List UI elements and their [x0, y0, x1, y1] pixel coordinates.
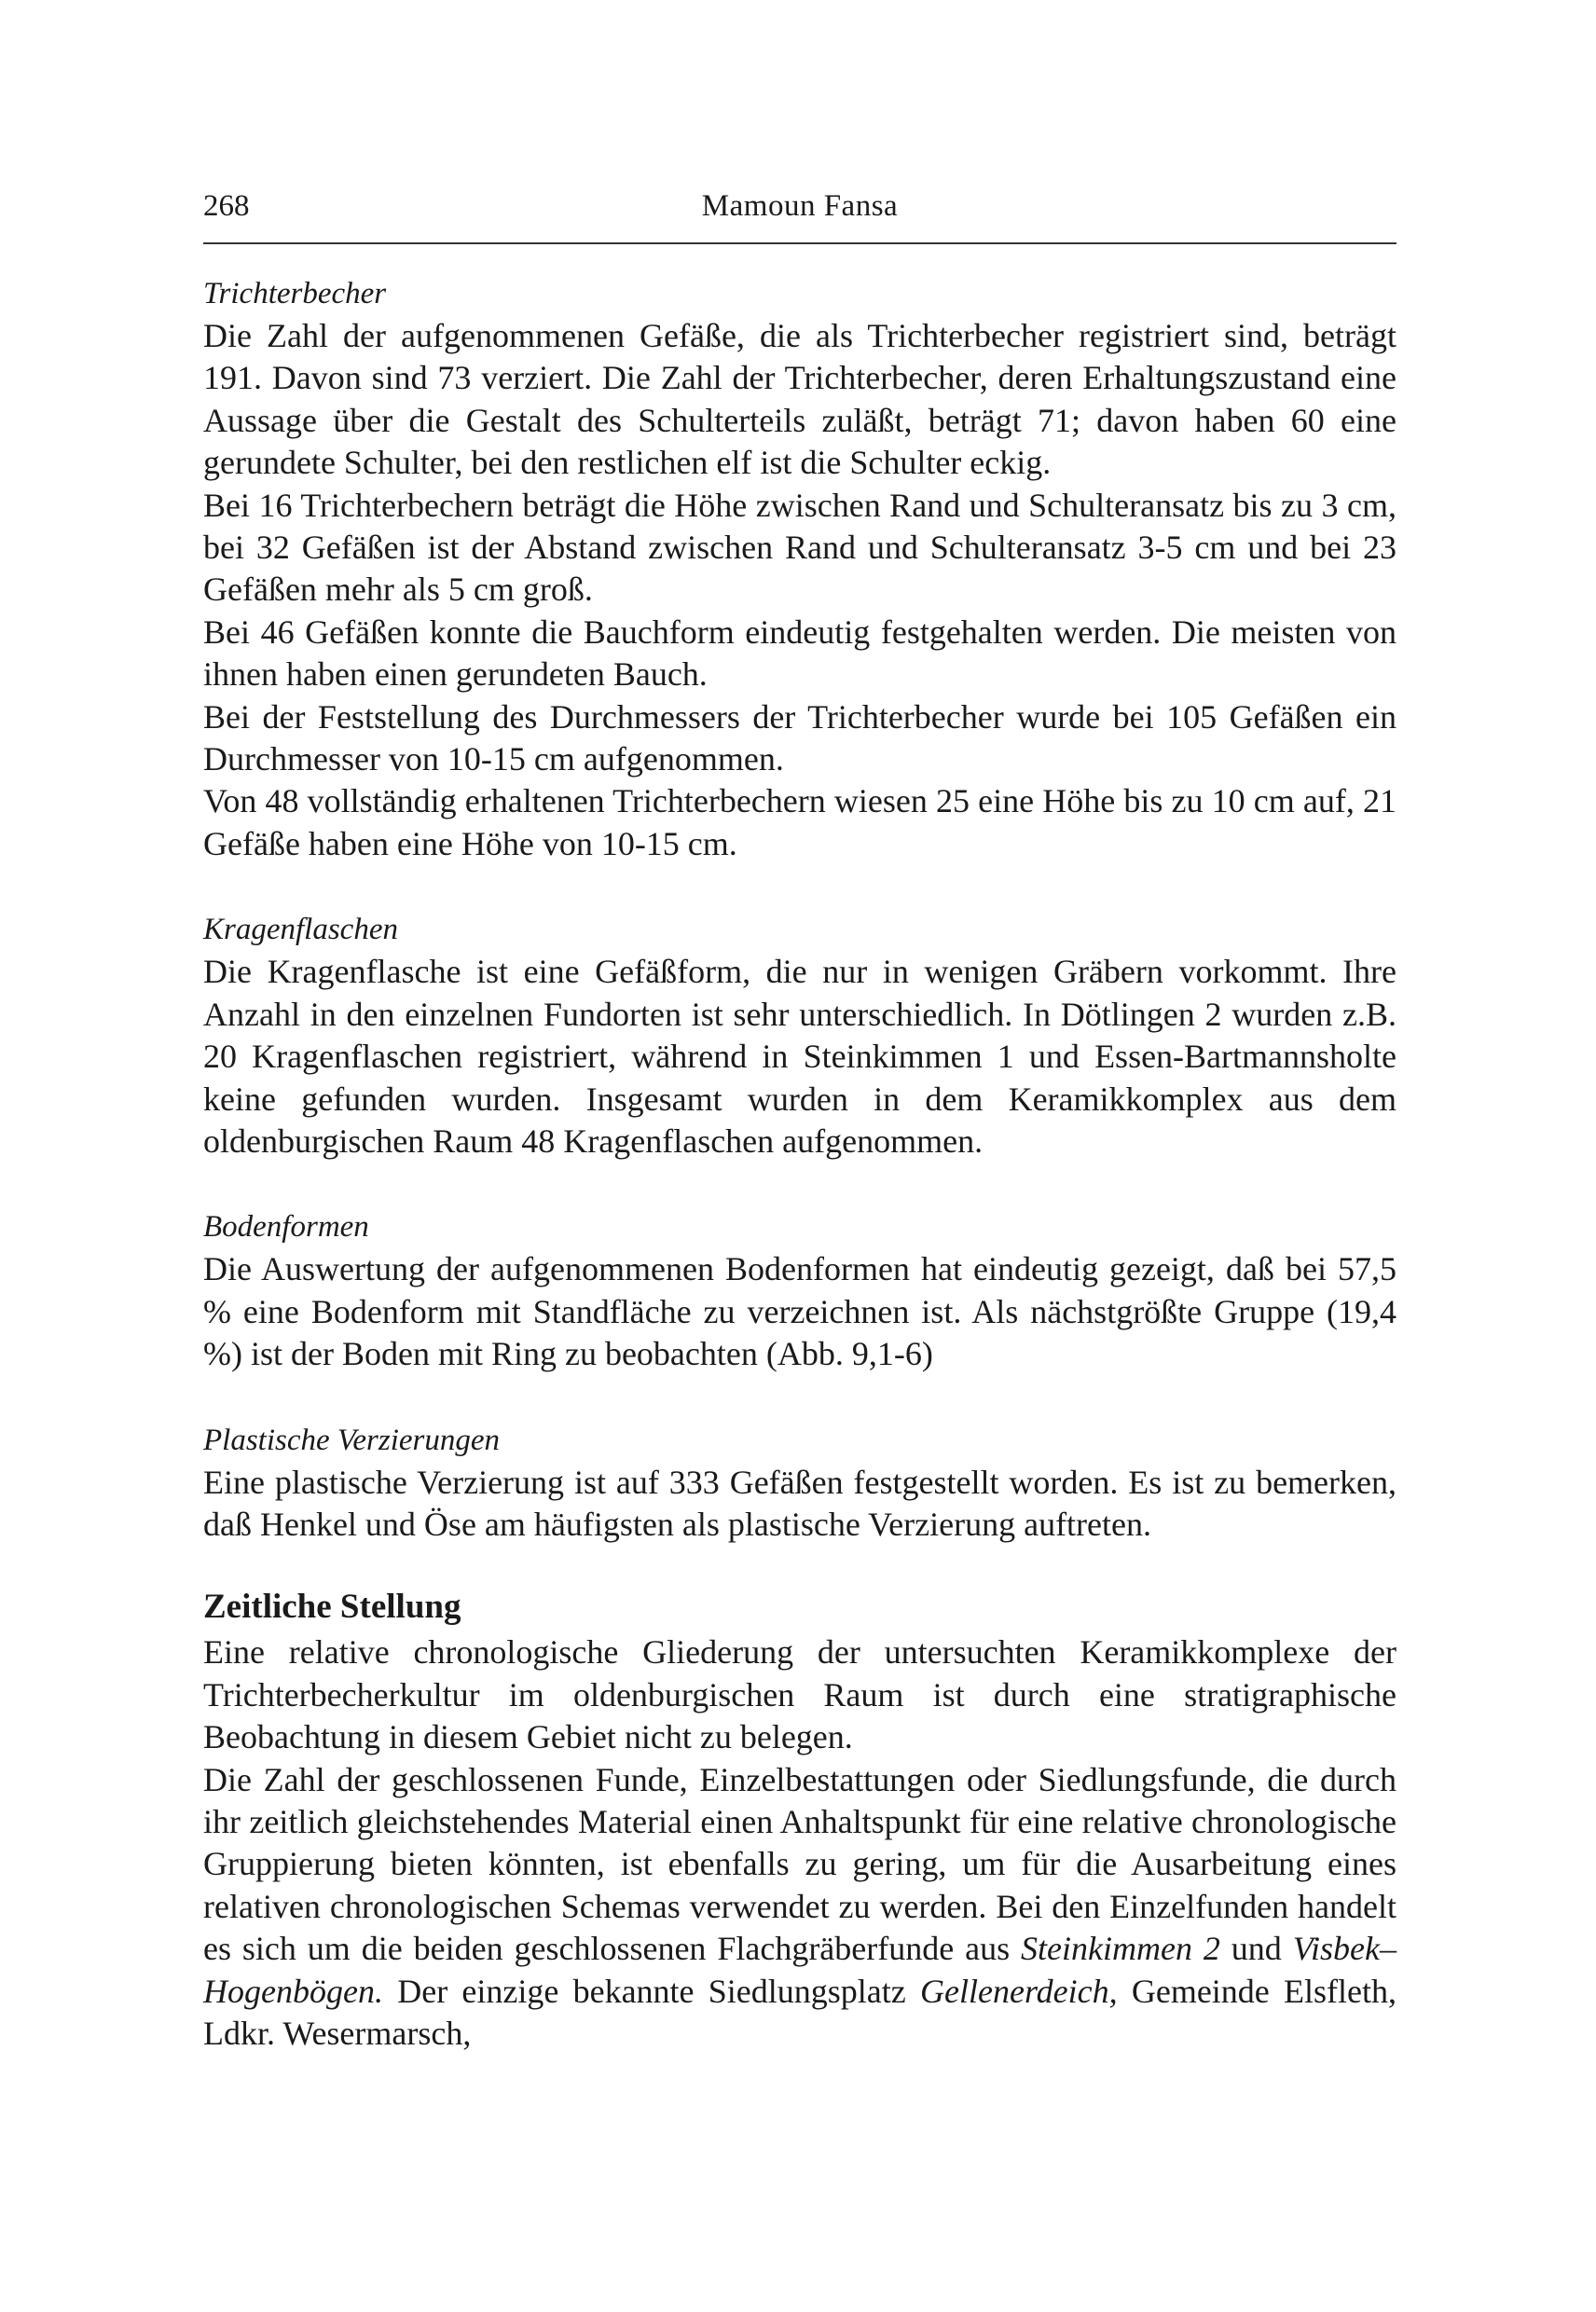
- paragraph: Von 48 vollständig erhaltenen Trichterbechern wiesen 25 eine Höhe bis zu 10 cm auf, 21 Gefäße haben eine Höhe von 10-15 cm.: [203, 782, 1396, 862]
- text-run: Die Zahl der geschlossenen Funde, Einzelbestattungen oder Siedlungsfunde, die durch ihr zeitlich gleichstehendes Material einen Anhaltspunkt für eine relative chronologische Gruppierung bieten könnten, ist ebenfalls zu gering, um für die Ausarbeitung eines relativen chronologischen Schemas verwendet zu werden. Bei den Einzelfunden handelt es sich um die beiden geschlossenen Flachgräberfunde aus: [203, 1760, 1396, 1968]
- paragraph: Eine relative chronologische Gliederung der untersuchten Keramikkomplexe der Trichterbecherkultur im oldenburgischen Raum ist durch eine stratigraphische Beobachtung in diesem Gebiet nicht zu belegen.: [203, 1633, 1396, 1756]
- chapter-heading: Zeitliche Stellung: [203, 1588, 461, 1627]
- section-trichterbecher: [203, 272, 1396, 865]
- section-bodenformen: [203, 1205, 1396, 1375]
- section-plastische-verzierungen: [203, 1419, 1396, 1547]
- section-heading: Bodenformen: [203, 1210, 369, 1245]
- site-name-gellenerdeich: Gellenerdeich,: [920, 1972, 1118, 2010]
- paragraph: Bei 46 Gefäßen konnte die Bauchform eindeutig festgehalten werden. Die meisten von ihnen haben einen gerundeten Bauch.: [203, 612, 1396, 694]
- text-run: Der einzige bekannte Siedlungsplatz: [382, 1972, 921, 2010]
- paragraph: Die Zahl der aufgenommenen Gefäße, die als Trichterbecher registriert sind, beträgt 191. Davon sind 73 verziert. Die Zahl der Trichterbecher, deren Erhaltungszustand eine Aussage über die Gestalt des Schulterteils zuläßt, beträgt 71; davon haben 60 eine gerundete Schulter, bei den restlichen elf ist die Schulter eckig.: [203, 317, 1396, 482]
- paragraph: Bei 16 Trichterbechern beträgt die Höhe zwischen Rand und Schulteransatz bis zu 3 cm, bei 32 Gefäßen ist der Abstand zwischen Rand und Schulteransatz 3-5 cm und bei 23 Gefäßen mehr als 5 cm groß.: [203, 486, 1396, 609]
- paragraph: [203, 1759, 1396, 2056]
- section-heading: Trichterbecher: [203, 277, 387, 310]
- paragraph: Die Kragenflasche ist eine Gefäßform, die nur in wenigen Gräbern vorkommt. Ihre Anzahl in den einzelnen Fundorten ist sehr unterschiedlich. In Dötlingen 2 wurden z.B. 20 Kragenflaschen registriert, während in Steinkimmen 1 und Essen-Bartmannsholte keine gefunden wurden. Insgesamt wurden in dem Keramikkomplex aus dem oldenburgischen Raum 48 Kragenflaschen aufgenommen.: [203, 953, 1396, 1160]
- text-run: und: [1219, 1930, 1293, 1968]
- header-rule: [203, 242, 1396, 244]
- page: [203, 183, 1396, 2055]
- site-name-visbek: Visbek–Hogenbögen.: [203, 1930, 1397, 2010]
- chapter-zeitliche-stellung: [203, 1583, 1396, 2055]
- page-number: 268: [203, 189, 250, 223]
- section-heading: Plastische Verzierungen: [203, 1423, 501, 1457]
- paragraph: Die Auswertung der aufgenommenen Bodenformen hat eindeutig gezeigt, daß bei 57,5 % eine Bodenform mit Standfläche zu verzeichnen ist. Als nächstgrößte Gruppe (19,4 %) ist der Boden mit Ring zu beobachten (Abb. 9,1-6): [203, 1250, 1396, 1373]
- running-head: [203, 183, 1396, 229]
- text-run: Gemeinde Elsfleth, Ldkr. Wesermarsch,: [203, 1972, 1396, 2052]
- site-name-steinkimmen: Steinkimmen 2: [1021, 1930, 1220, 1968]
- paragraph: Eine plastische Verzierung ist auf 333 Gefäßen festgestellt worden. Es ist zu bemerken, daß Henkel und Öse am häufigsten als plastische Verzierung auftreten.: [203, 1463, 1396, 1543]
- main-content: [203, 272, 1396, 2055]
- running-head-author: Mamoun Fansa: [701, 189, 899, 223]
- section-heading: Kragenflaschen: [203, 913, 398, 947]
- paragraph: Bei der Feststellung des Durchmessers der Trichterbecher wurde bei 105 Gefäßen ein Durchmesser von 10-15 cm aufgenommen.: [203, 697, 1396, 778]
- section-kragenflaschen: [203, 908, 1396, 1163]
